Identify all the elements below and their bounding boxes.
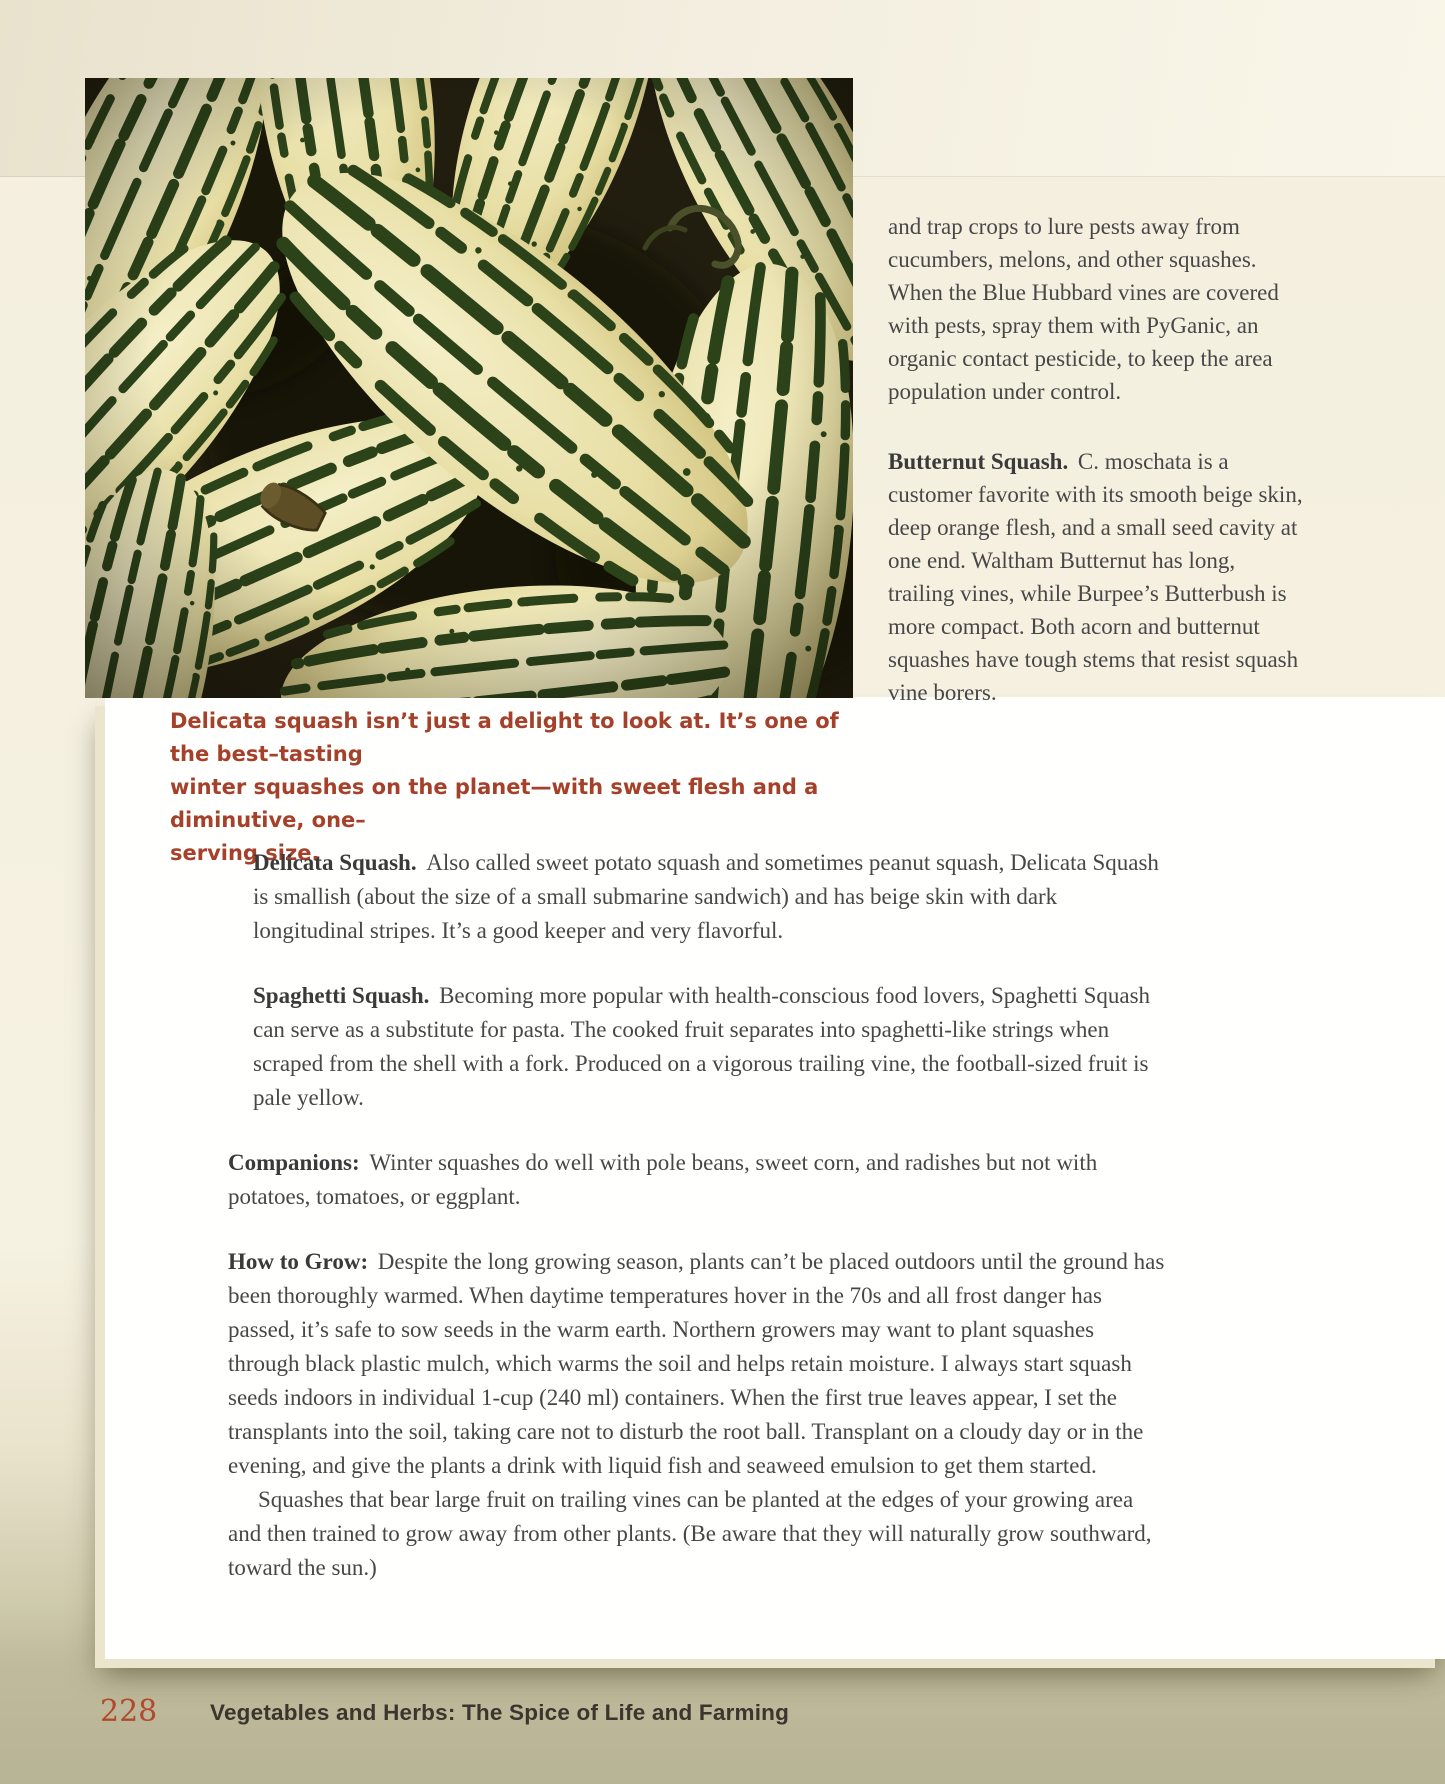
caption-line-3: serving size. (170, 841, 320, 865)
squash-illustration (85, 78, 853, 698)
paragraph-text: Also called sweet potato squash and sometimes peanut squash, Delicata Squash is smallish (about the size of a small submarine sandwich) and has beige skin with dark longitudinal stripes. It’s a good keeper and very flavorful. (253, 850, 1159, 943)
main-text-column (228, 846, 1168, 1616)
running-title: Vegetables and Herbs: The Spice of Life and Farming (210, 1700, 790, 1725)
paragraph-lead: Delicata Squash. (253, 850, 417, 875)
paragraph-companions (228, 1146, 1168, 1214)
paragraph-text: C. moschata is a customer favorite with its smooth beige skin, deep orange flesh, and a small seed cavity at one end. Waltham Butternut has long, trailing vines, while Burpee’s Butterbush is more compact. Both acorn and butternut squashes have tough stems that resist squash vine borers. (888, 449, 1303, 705)
paragraph-lead: How to Grow: (228, 1249, 369, 1274)
paragraph-text: Despite the long growing season, plants can’t be placed outdoors until the ground has been thoroughly warmed. When daytime temperatures hover in the 70s and all frost danger has passed, it’s safe to sow seeds in the warm earth. Northern growers may want to plant squashes through black plastic mulch, which warms the soil and helps retain moisture. I always start squash seeds indoors in individual 1-cup (240 ml) containers. When the first true leaves appear, I set the transplants into the soil, taking care not to disturb the root ball. Transplant on a cloudy day or in the evening, and give the plants a drink with liquid fish and seaweed emulsion to get them started. (228, 1249, 1165, 1478)
caption-line-1: Delicata squash isn’t just a delight to look at. It’s one of the best–tasting (170, 709, 839, 766)
paragraph-lead: Companions: (228, 1150, 360, 1175)
caption-line-2: winter squashes on the planet—with sweet flesh and a diminutive, one– (170, 775, 819, 832)
right-column-paragraph-1 (888, 210, 1304, 408)
paragraph-spaghetti-squash (253, 979, 1165, 1115)
paragraph-lead: Spaghetti Squash. (253, 983, 430, 1008)
paragraph-text: and trap crops to lure pests away from cucumbers, melons, and other squashes. When the Blue Hubbard vines are covered with pests, spray them with PyGanic, an organic contact pesticide, to keep the area population under control. (888, 214, 1279, 404)
right-column-paragraph-2 (888, 445, 1304, 709)
delicata-photo (85, 78, 853, 698)
right-text-column (888, 210, 1304, 746)
paragraph-lead: Butternut Squash. (888, 449, 1069, 474)
paragraph-how-to-grow (228, 1245, 1168, 1483)
paragraph-text: Becoming more popular with health-conscious food lovers, Spaghetti Squash can serve as a substitute for pasta. The cooked fruit separates into spaghetti-like strings when scraped from the shell with a fork. Produced on a vigorous trailing vine, the football-sized fruit is pale yellow. (253, 983, 1151, 1110)
paragraph-trailing-vines (228, 1483, 1168, 1585)
paragraph-text: Winter squashes do well with pole beans, sweet corn, and radishes but not with potatoes, tomatoes, or eggplant. (228, 1150, 1098, 1209)
page-number: 228 (100, 1694, 158, 1729)
paragraph-text: Squashes that bear large fruit on trailing vines can be planted at the edges of your growing area and then trained to grow away from other plants. (Be aware that they will naturally grow southward, toward the sun.) (228, 1487, 1152, 1580)
paragraph-delicata-squash (253, 846, 1165, 948)
